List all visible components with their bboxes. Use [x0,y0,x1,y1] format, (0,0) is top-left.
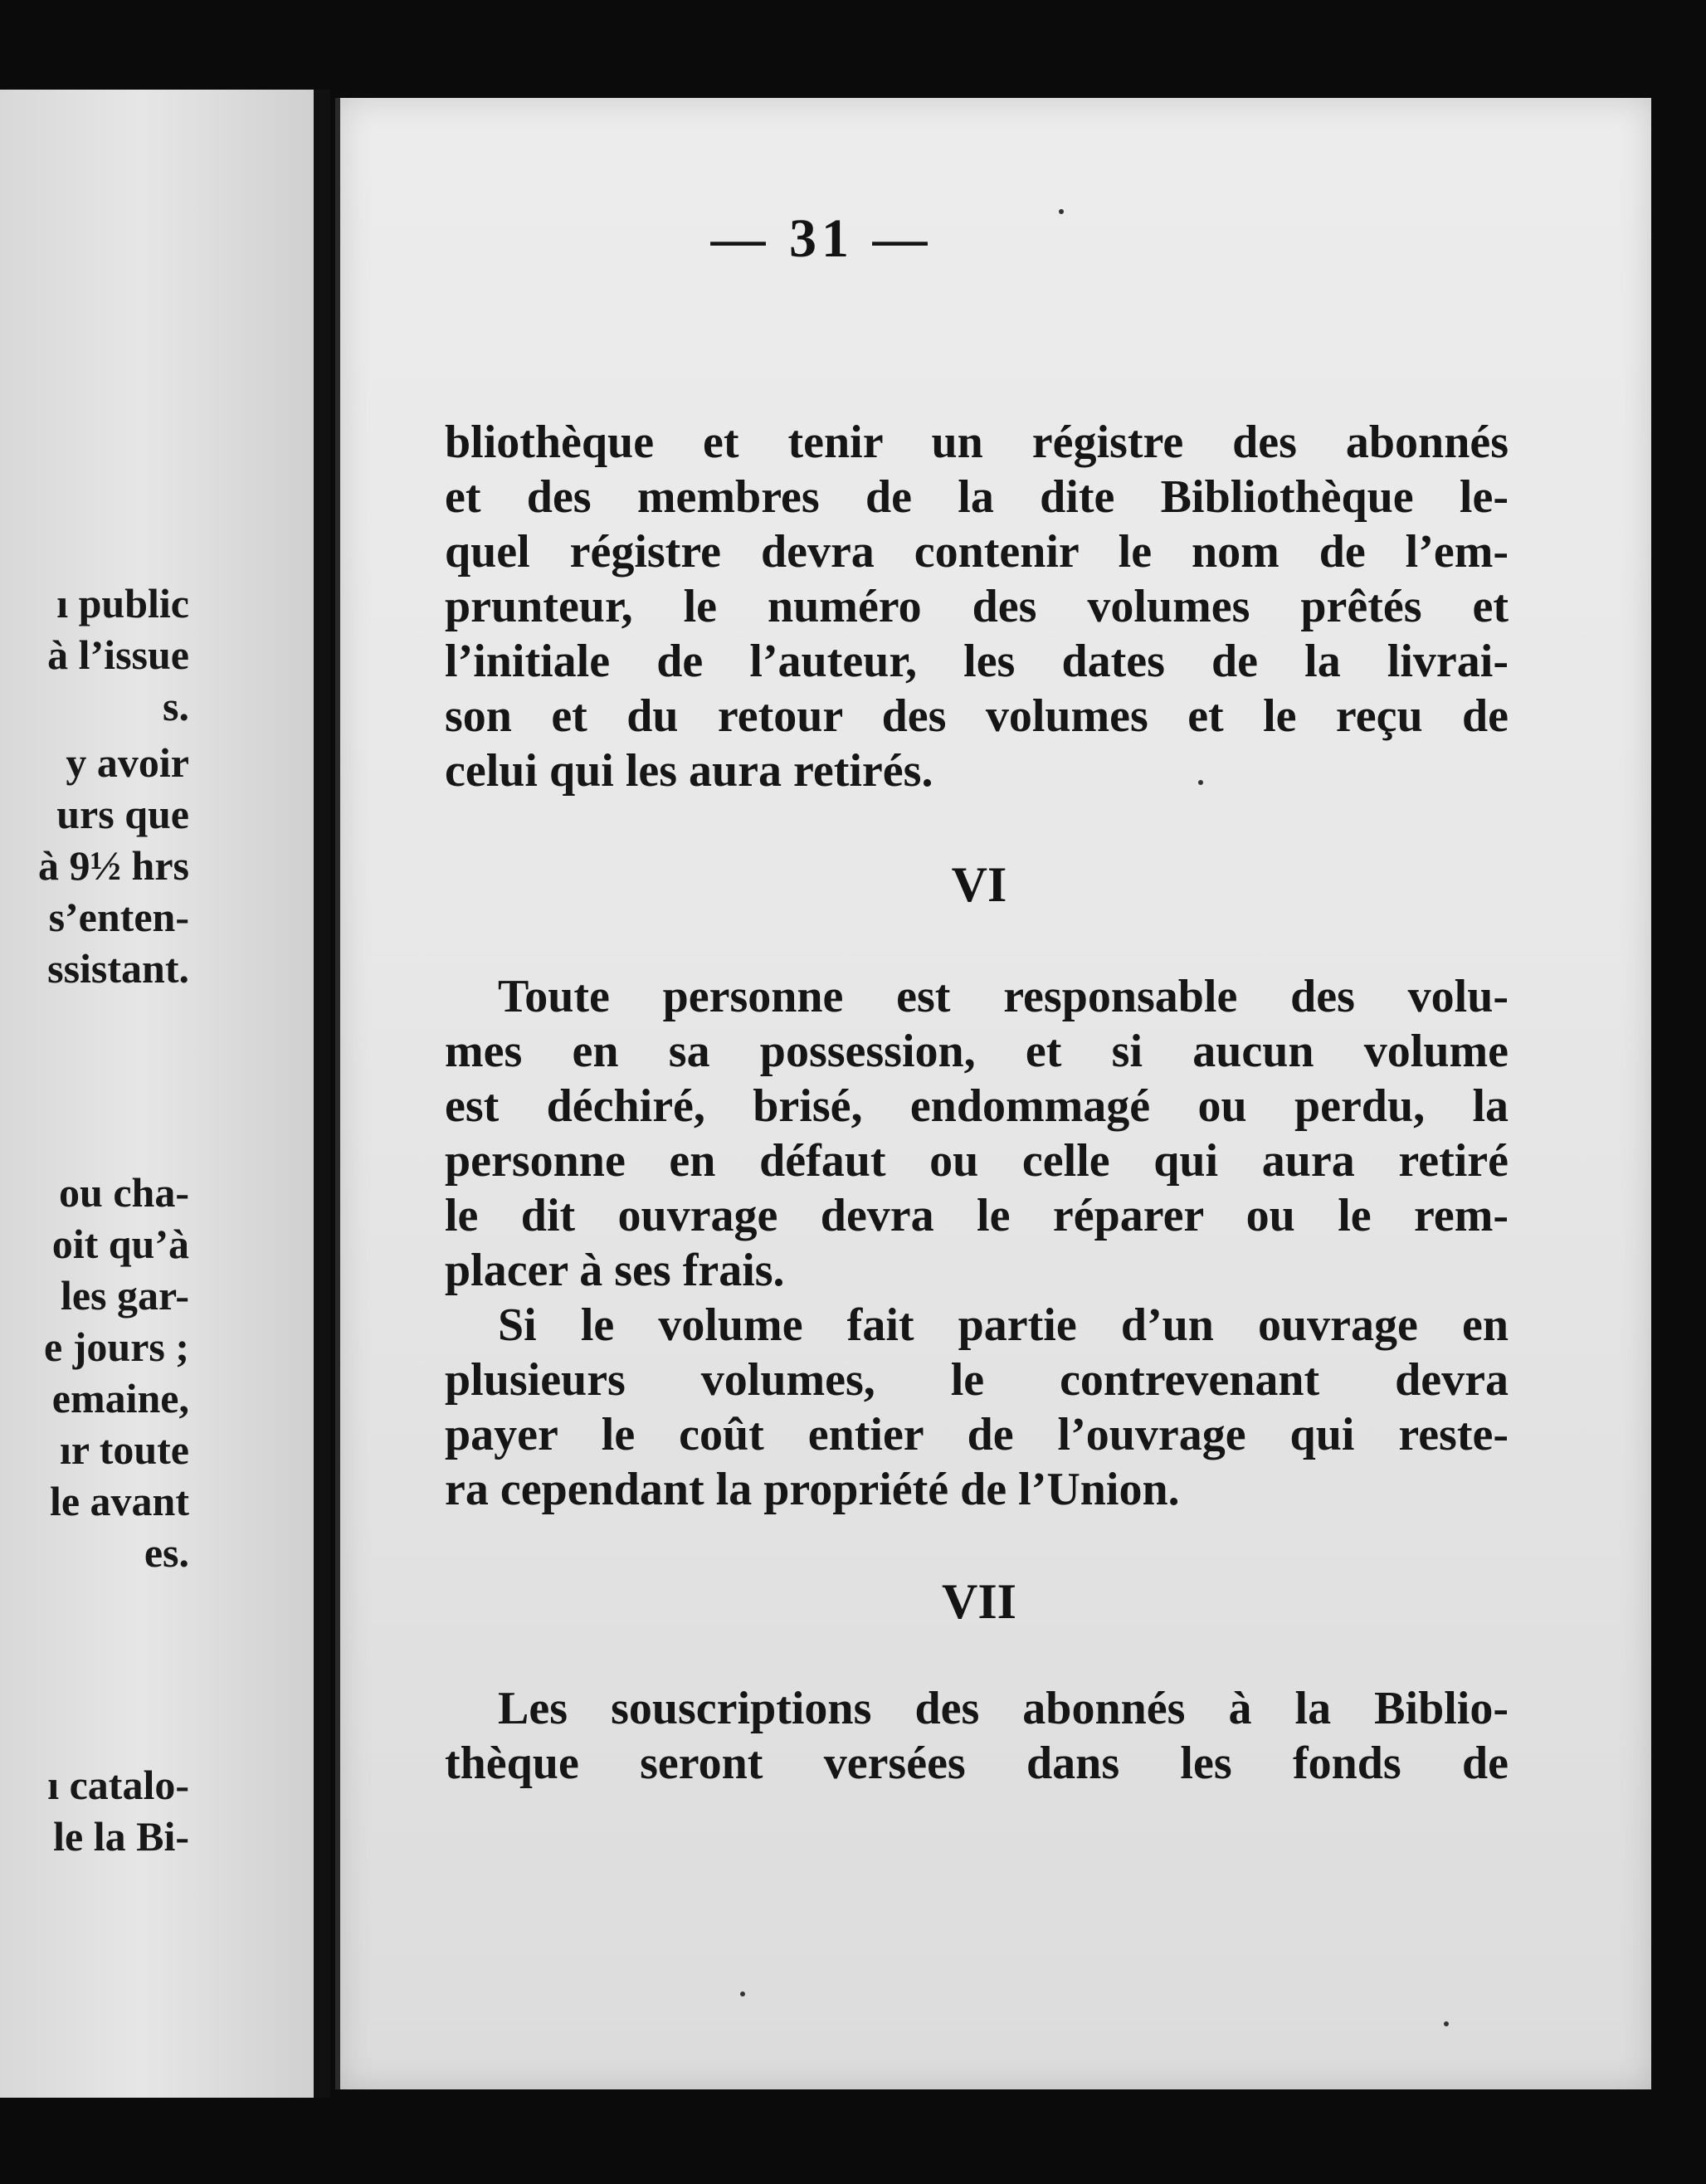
text-line: payer le coût entier de l’ouvrage qui reste- [445,1409,1509,1460]
text-line: placer à ses frais. [445,1245,785,1296]
left-text-fragment: ı catalo- [47,1762,189,1808]
left-text-fragment: s’enten- [48,894,189,940]
left-text-fragment: les gar- [60,1272,189,1319]
scan-speck [740,1991,745,1996]
left-text-fragment: emaine, [51,1375,189,1421]
scan-speck [1198,780,1203,785]
text-line: est déchiré, brisé, endommagé ou perdu, la [445,1080,1509,1132]
text-line: prunteur, le numéro des volumes prêtés et [445,581,1509,632]
left-text-fragment: le la Bi- [53,1813,189,1860]
text-line: celui qui les aura retirés. [445,745,933,797]
left-facing-page [0,90,314,2098]
text-line: Toute personne est responsable des volu- [498,971,1509,1022]
section-heading-vi: VI [951,857,1007,912]
paragraph-3 [445,1298,1509,1517]
paragraph-2 [445,969,1509,1298]
scan-speck [1059,209,1064,214]
text-line: quel régistre devra contenir le nom de l’em- [445,526,1509,578]
text-line: personne en défaut ou celle qui aura retiré [445,1135,1509,1187]
text-line: et des membres de la dite Bibliothèque le- [445,471,1509,523]
section-heading-vii: VII [941,1574,1017,1629]
scan-speck [1444,2021,1449,2026]
left-text-fragment: à l’issue [47,631,189,678]
text-line: l’initiale de l’auteur, les dates de la livrai- [445,636,1509,687]
text-line: plusieurs volumes, le contrevenant devra [445,1354,1509,1406]
left-text-fragment: es. [144,1529,189,1576]
left-text-fragment: ssistant. [47,945,189,992]
text-line: Si le volume fait partie d’un ouvrage en [498,1299,1509,1351]
left-text-fragment: s. [163,683,189,729]
left-text-fragment: urs que [56,791,189,837]
text-line: le dit ouvrage devra le réparer ou le rem- [445,1190,1509,1241]
left-text-fragment: à 9½ hrs [38,842,189,889]
left-text-fragment: e jours ; [44,1324,189,1370]
page-gutter [314,90,330,2098]
text-line: bliothèque et tenir un régistre des abonnés [445,417,1509,468]
left-text-fragment: le avant [49,1478,189,1524]
left-text-fragment: ır toute [60,1426,189,1473]
paragraph-4 [445,1681,1509,1791]
page-number: — 31 — [710,208,933,269]
text-line: ra cependant la propriété de l’Union. [445,1464,1180,1515]
text-line: Les souscriptions des abonnés à la Biblio- [498,1683,1509,1734]
left-text-fragment: ou cha- [59,1169,189,1216]
left-text-fragment: ı public [56,580,189,626]
text-line: son et du retour des volumes et le reçu de [445,690,1509,742]
paragraph-1 [445,415,1509,798]
text-line: mes en sa possession, et si aucun volume [445,1026,1509,1077]
text-line: thèque seront versées dans les fonds de [445,1738,1509,1789]
left-text-fragment: oit qu’à [51,1221,189,1267]
left-text-fragment: y avoir [66,739,189,786]
